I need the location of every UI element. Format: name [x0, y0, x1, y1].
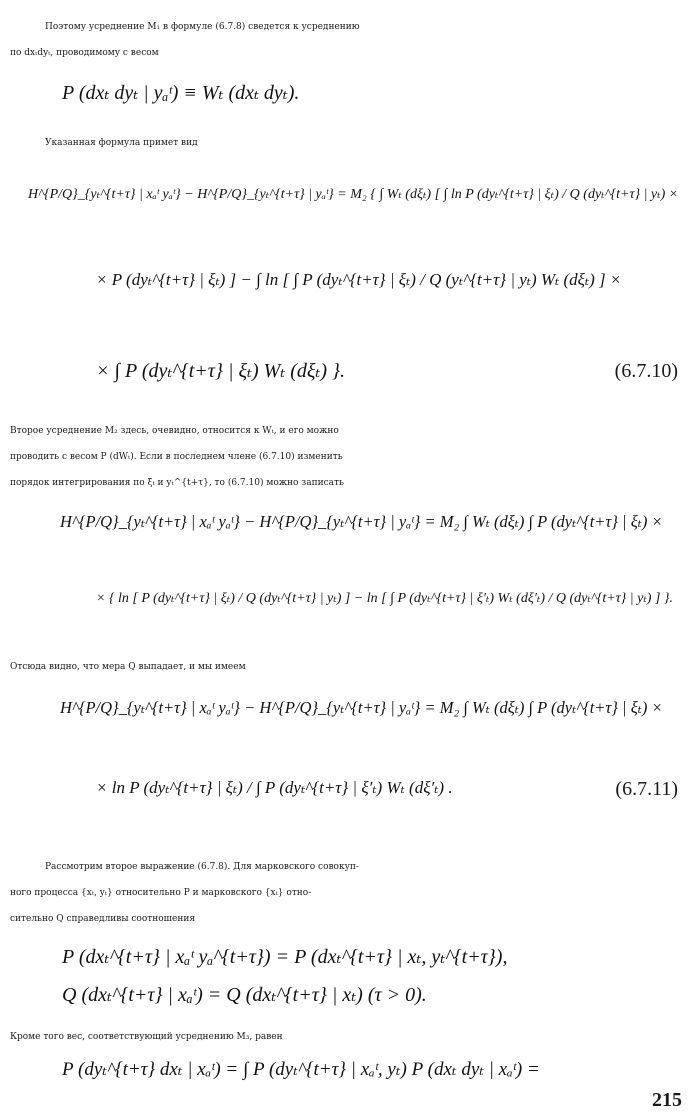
equation-number-6-7-11: (6.7.11): [615, 778, 678, 800]
equation-6-7-10-part-2: × P (dyₜ^{t+τ} | ξₜ) ] − ∫ ln [ ∫ P (dyₜ^{t+τ} | ξₜ) / Q (yₜ^{t+τ} | yₜ) Wₜ (dξₜ) ] ×: [96, 270, 622, 289]
text-line-7: Отсюда видно, что мера Q выпадает, и мы имеем: [10, 662, 246, 672]
page-number: 215: [652, 1089, 682, 1111]
text-line-1: Поэтому усреднение M₁ в формуле (6.7.8) сведется к усреднению: [45, 22, 360, 32]
text-line-6: порядок интегрирования по ξₜ и yₜ^{t+τ}, то (6.7.10) можно записать: [10, 478, 344, 488]
equation-6-7-10-part-1: H^{P/Q}_{yₜ^{t+τ} | xₐᵗ yₐᵗ} − H^{P/Q}_{yₜ^{t+τ} | yₐᵗ} = M₂ { ∫ Wₜ (dξₜ) [ ∫ ln P (dyₜ^{t+τ} | ξₜ) / Q (dyₜ^{t+τ} | yₜ) ×: [28, 187, 679, 202]
equation-rewrite-part-2: × { ln [ P (dyₜ^{t+τ} | ξₜ) / Q (dyₜ^{t+τ} | yₜ) ] − ln [ ∫ P (dyₜ^{t+τ} | ξ′ₜ) Wₜ (dξ′ₜ) / Q (dyₜ^{t+τ} | yₜ) ] }.: [96, 591, 673, 606]
text-line-5: проводить с весом P (dWₜ). Если в последнем члене (6.7.10) изменить: [10, 452, 343, 462]
text-line-3: Указанная формула примет вид: [45, 138, 198, 148]
text-line-9: ного процесса {xₜ, yₜ} относительно P и марковского {xₜ} отно-: [10, 888, 312, 898]
text-line-2: по dxₜdyₜ, проводимому с весом: [10, 48, 159, 58]
text-line-8: Рассмотрим второе выражение (6.7.8). Для марковского совокуп-: [45, 862, 359, 872]
equation-6-7-11-part-2: × ln P (dyₜ^{t+τ} | ξₜ) / ∫ P (dyₜ^{t+τ} | ξ′ₜ) Wₜ (dξ′ₜ) .: [96, 778, 453, 797]
equation-markov-1: P (dxₜ^{t+τ} | xₐᵗ yₐ^{t+τ}) = P (dxₜ^{t+τ} | xₜ, yₜ^{t+τ}),: [62, 946, 508, 968]
equation-rewrite-part-1: H^{P/Q}_{yₜ^{t+τ} | xₐᵗ yₐᵗ} − H^{P/Q}_{yₜ^{t+τ} | yₐᵗ} = M₂ ∫ Wₜ (dξₜ) ∫ P (dyₜ^{t+τ} | ξₜ) ×: [60, 512, 663, 531]
equation-6-7-10-part-3: × ∫ P (dyₜ^{t+τ} | ξₜ) Wₜ (dξₜ) }.: [96, 360, 346, 382]
text-line-10: сительно Q справедливы соотношения: [10, 914, 196, 924]
equation-markov-2: Q (dxₜ^{t+τ} | xₐᵗ) = Q (dxₜ^{t+τ} | xₜ) (τ > 0).: [62, 984, 427, 1006]
equation-weight: P (dxₜ dyₜ | yₐᵗ) ≡ Wₜ (dxₜ dyₜ).: [62, 82, 300, 104]
equation-6-7-11-part-1: H^{P/Q}_{yₜ^{t+τ} | xₐᵗ yₐᵗ} − H^{P/Q}_{yₜ^{t+τ} | yₐᵗ} = M₂ ∫ Wₜ (dξₜ) ∫ P (dyₜ^{t+τ} | ξₜ) ×: [60, 698, 663, 717]
text-line-4: Второе усреднение M₂ здесь, очевидно, относится к Wₜ, и его можно: [10, 426, 339, 436]
equation-weight-m3: P (dyₜ^{t+τ} dxₜ | xₐᵗ) = ∫ P (dyₜ^{t+τ} | xₐᵗ, yₜ) P (dxₜ dyₜ | xₐᵗ) =: [62, 1059, 540, 1080]
text-line-11: Кроме того вес, соответствующий усреднению M₃, равен: [10, 1032, 283, 1042]
equation-number-6-7-10: (6.7.10): [614, 360, 678, 382]
